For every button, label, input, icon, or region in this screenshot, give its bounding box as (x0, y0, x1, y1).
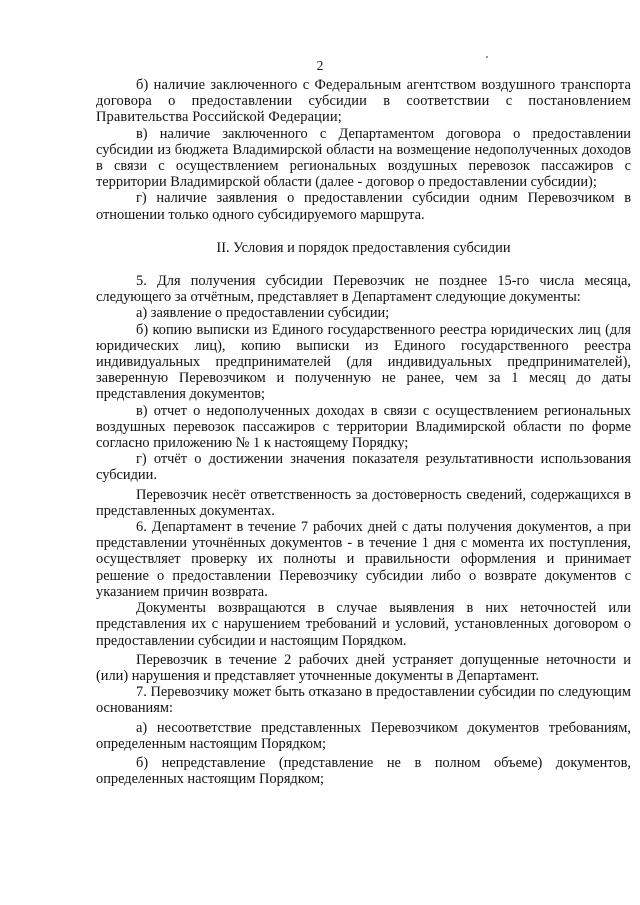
section-heading: II. Условия и порядок предоставления субсидии (216, 239, 511, 256)
paragraph-5g-performance: г) отчёт о достижении значения показателя результативности использования субсидии. (96, 451, 631, 484)
document-body (96, 77, 631, 787)
paragraph-b-agency-contract: б) наличие заключенного с Федеральным агентством воздушного транспорта договора о предоставлении субсидии в соответствии с постановлением Правительства Российской Федерации; (96, 77, 631, 126)
paragraph-responsibility: Перевозчик несёт ответственность за достоверность сведений, содержащихся в представленных документах. (96, 486, 631, 519)
paragraph-v-department-contract: в) наличие заключенного с Департаментом договора о предоставлении субсидии из бюджета Владимирской области на возмещение недополученных доходов в связи с осуществлением региональных воздушных перевозок пассажиров с территории Владимирской области (далее - договор о предоставлении субсидии); (96, 125, 631, 191)
paragraph-6-review: 6. Департамент в течение 7 рабочих дней с даты получения документов, а при представлении уточнённых документов - в течение 1 дня с момента их поступления, осуществляет проверку их полноты и правильности оформления и принимает решение о предоставлении Перевозчику субсидии либо о возврате документов с указанием причин возврата. (96, 519, 631, 600)
paragraph-5-documents: 5. Для получения субсидии Перевозчик не позднее 15-го числа месяца, следующего за отчётным, представляет в Департамент следующие документы: (96, 273, 631, 306)
page-number: 2 (316, 58, 324, 73)
paragraph-7b-non-submission: б) непредставление (представление не в полном объеме) документов, определенных настоящим Порядком; (96, 754, 631, 788)
paragraph-5b-registry-extract: б) копию выписки из Единого государственного реестра юридических лиц (для юридических лиц), копию выписки из Единого государственного реестра индивидуальных предпринимателей (для индивидуальных предпринимателей), заверенную Перевозчиком и полученную не ранее, чем за 1 месяц до даты представления документов; (96, 321, 631, 403)
paragraph-7-refusal: 7. Перевозчику может быть отказано в предоставлении субсидии по следующим основаниям: (96, 684, 631, 717)
paragraph-return-documents: Документы возвращаются в случае выявления в них неточностей или представления их с нарушением требований и условий, установленных договором о предоставлении субсидии и настоящим Порядком. (96, 600, 631, 649)
paragraph-5a-application: а) заявление о предоставлении субсидии; (136, 305, 390, 322)
paragraph-g-single-route: г) наличие заявления о предоставлении субсидии одним Перевозчиком в отношении только одного субсидируемого маршрута. (96, 190, 631, 223)
paragraph-corrections: Перевозчик в течение 2 рабочих дней устраняет допущенные неточности и (или) нарушения и представляет уточненные документы в Департамент. (96, 651, 631, 684)
scan-speck (486, 56, 488, 58)
paragraph-5v-report: в) отчет о недополученных доходах в связи с осуществлением региональных воздушных перевозок пассажиров с территории Владимирской области по форме согласно приложению № 1 к настоящему Порядку; (96, 402, 631, 452)
paragraph-7a-mismatch: а) несоответствие представленных Перевозчиком документов требованиям, определенным настоящим Порядком; (96, 719, 631, 752)
